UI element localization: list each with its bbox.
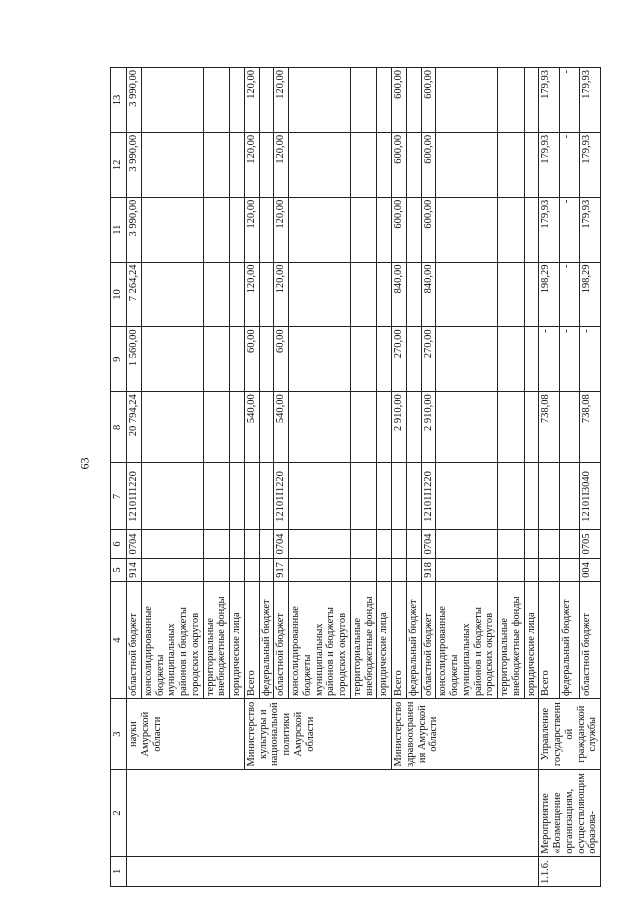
executor-cell: науки Амурской области — [127, 699, 245, 770]
value-cell — [377, 530, 392, 558]
value-cell — [524, 132, 539, 197]
value-cell — [203, 530, 230, 558]
value-cell: - — [559, 197, 580, 262]
value-cell: 120,00 — [244, 68, 259, 133]
row-number-cell — [127, 856, 539, 886]
value-cell — [259, 197, 274, 262]
header-cell: 5 — [111, 558, 127, 582]
value-cell: 179,93 — [580, 132, 601, 197]
value-cell — [498, 392, 525, 463]
value-cell — [539, 463, 560, 530]
value-cell: 20 794,24 — [127, 392, 142, 463]
funding-source-cell: консолидированные бюджеты муниципальных районов и бюджеты городских округов — [141, 582, 203, 699]
value-cell — [141, 558, 203, 582]
value-cell — [524, 197, 539, 262]
value-cell — [141, 262, 203, 327]
value-cell — [259, 132, 274, 197]
value-cell — [259, 262, 274, 327]
header-cell: 10 — [111, 262, 127, 327]
value-cell: 179,93 — [580, 197, 601, 262]
value-cell — [377, 463, 392, 530]
value-cell — [230, 558, 245, 582]
value-cell — [203, 463, 230, 530]
value-cell: 600,00 — [392, 197, 407, 262]
value-cell — [141, 392, 203, 463]
value-cell — [141, 68, 203, 133]
value-cell — [289, 132, 351, 197]
value-cell — [392, 558, 407, 582]
value-cell — [230, 132, 245, 197]
value-cell: 1 560,00 — [127, 327, 142, 392]
value-cell: 600,00 — [421, 132, 436, 197]
value-cell: 120,00 — [244, 197, 259, 262]
value-cell: 120,00 — [274, 132, 289, 197]
value-cell — [230, 392, 245, 463]
value-cell — [350, 558, 377, 582]
header-cell: 4 — [111, 582, 127, 699]
value-cell: 120,00 — [274, 68, 289, 133]
executor-cell: Министерство здравоохранения Амурской области — [392, 699, 539, 770]
funding-source-cell: юридические лица — [230, 582, 245, 699]
value-cell — [203, 558, 230, 582]
value-cell — [406, 463, 421, 530]
value-cell: 738,08 — [539, 392, 560, 463]
value-cell — [289, 558, 351, 582]
value-cell: 179,93 — [580, 68, 601, 133]
value-cell — [559, 392, 580, 463]
value-cell: - — [559, 327, 580, 392]
value-cell — [524, 68, 539, 133]
header-cell: 12 — [111, 132, 127, 197]
value-cell — [203, 262, 230, 327]
value-cell — [392, 530, 407, 558]
value-cell — [289, 327, 351, 392]
value-cell: 198,29 — [580, 262, 601, 327]
value-cell: - — [580, 327, 601, 392]
value-cell — [230, 530, 245, 558]
value-cell: 179,93 — [539, 132, 560, 197]
rotated-table-sheet — [110, 67, 599, 887]
value-cell — [498, 558, 525, 582]
value-cell — [539, 558, 560, 582]
page-number: 63 — [77, 457, 92, 470]
value-cell — [230, 197, 245, 262]
value-cell: 120,00 — [274, 197, 289, 262]
value-cell — [406, 327, 421, 392]
executor-cell: Министерство культуры и национальной политики Амурской области — [244, 699, 391, 770]
value-cell — [436, 530, 498, 558]
value-cell — [289, 68, 351, 133]
value-cell — [289, 262, 351, 327]
value-cell — [350, 262, 377, 327]
value-cell — [524, 558, 539, 582]
value-cell — [377, 558, 392, 582]
value-cell: 2 910,00 — [392, 392, 407, 463]
value-cell — [289, 197, 351, 262]
value-cell: 738,08 — [580, 392, 601, 463]
value-cell — [436, 463, 498, 530]
value-cell — [498, 132, 525, 197]
value-cell — [203, 327, 230, 392]
header-cell: 8 — [111, 392, 127, 463]
value-cell: - — [559, 132, 580, 197]
funding-source-cell: консолидированные бюджеты муниципальных районов и бюджеты городских округов — [289, 582, 351, 699]
value-cell — [350, 463, 377, 530]
value-cell — [350, 392, 377, 463]
funding-source-cell: областной бюджет — [421, 582, 436, 699]
value-cell: 917 — [274, 558, 289, 582]
funding-source-cell: областной бюджет — [580, 582, 601, 699]
value-cell: 0704 — [421, 530, 436, 558]
value-cell: 120,00 — [274, 262, 289, 327]
value-cell — [203, 392, 230, 463]
value-cell — [244, 463, 259, 530]
value-cell: 60,00 — [274, 327, 289, 392]
value-cell — [406, 558, 421, 582]
table-row — [127, 68, 142, 887]
header-row — [111, 68, 127, 887]
funding-source-cell: территориальные внебюджетные фонды — [203, 582, 230, 699]
header-cell: 11 — [111, 197, 127, 262]
value-cell — [377, 262, 392, 327]
value-cell: 60,00 — [244, 327, 259, 392]
measure-name-cell — [127, 770, 539, 856]
value-cell — [203, 68, 230, 133]
value-cell — [559, 558, 580, 582]
value-cell — [377, 132, 392, 197]
value-cell — [244, 530, 259, 558]
header-cell: 7 — [111, 463, 127, 530]
value-cell: 914 — [127, 558, 142, 582]
value-cell: 270,00 — [392, 327, 407, 392]
value-cell: 540,00 — [274, 392, 289, 463]
value-cell — [141, 197, 203, 262]
value-cell: - — [559, 68, 580, 133]
table-row — [244, 68, 259, 887]
funding-source-cell: юридические лица — [524, 582, 539, 699]
value-cell — [406, 392, 421, 463]
value-cell — [230, 327, 245, 392]
value-cell — [230, 262, 245, 327]
value-cell — [559, 463, 580, 530]
value-cell — [230, 463, 245, 530]
value-cell: 3 990,00 — [127, 68, 142, 133]
funding-source-cell: областной бюджет — [274, 582, 289, 699]
value-cell: 12101I1220 — [274, 463, 289, 530]
value-cell: 12101I1220 — [127, 463, 142, 530]
value-cell — [377, 392, 392, 463]
value-cell — [524, 392, 539, 463]
value-cell — [377, 197, 392, 262]
value-cell — [524, 530, 539, 558]
value-cell — [141, 132, 203, 197]
value-cell: 004 — [580, 558, 601, 582]
value-cell — [289, 392, 351, 463]
value-cell — [377, 68, 392, 133]
value-cell — [436, 132, 498, 197]
value-cell — [350, 327, 377, 392]
value-cell — [436, 327, 498, 392]
header-cell: 3 — [111, 699, 127, 770]
table-row — [392, 68, 407, 887]
value-cell — [141, 530, 203, 558]
value-cell: 0704 — [127, 530, 142, 558]
value-cell — [259, 327, 274, 392]
funding-source-cell: территориальные внебюджетные фонды — [350, 582, 377, 699]
funding-source-cell: Всего — [539, 582, 560, 699]
value-cell: 600,00 — [421, 68, 436, 133]
value-cell — [244, 558, 259, 582]
value-cell — [559, 530, 580, 558]
funding-source-cell: территориальные внебюджетные фонды — [498, 582, 525, 699]
value-cell — [406, 197, 421, 262]
value-cell — [141, 463, 203, 530]
header-cell: 13 — [111, 68, 127, 133]
value-cell — [524, 262, 539, 327]
funding-source-cell: федеральный бюджет — [259, 582, 274, 699]
table-row — [539, 68, 560, 887]
value-cell — [498, 530, 525, 558]
value-cell — [377, 327, 392, 392]
value-cell: 270,00 — [421, 327, 436, 392]
value-cell — [350, 68, 377, 133]
value-cell — [289, 530, 351, 558]
value-cell — [392, 463, 407, 530]
value-cell — [350, 132, 377, 197]
value-cell — [350, 197, 377, 262]
value-cell: 840,00 — [392, 262, 407, 327]
value-cell — [406, 530, 421, 558]
value-cell — [259, 558, 274, 582]
value-cell — [498, 197, 525, 262]
budget-table — [110, 67, 601, 887]
funding-source-cell: Всего — [244, 582, 259, 699]
value-cell — [436, 392, 498, 463]
row-number-cell: 1.1.6. — [539, 856, 601, 886]
value-cell — [350, 530, 377, 558]
value-cell: 7 264,24 — [127, 262, 142, 327]
value-cell: 600,00 — [392, 132, 407, 197]
value-cell — [289, 463, 351, 530]
funding-source-cell: Всего — [392, 582, 407, 699]
value-cell: 840,00 — [421, 262, 436, 327]
value-cell — [406, 68, 421, 133]
value-cell: 120,00 — [244, 132, 259, 197]
funding-source-cell: федеральный бюджет — [559, 582, 580, 699]
value-cell: 918 — [421, 558, 436, 582]
value-cell: 12101I1220 — [421, 463, 436, 530]
header-cell: 2 — [111, 770, 127, 856]
value-cell — [498, 327, 525, 392]
value-cell — [203, 132, 230, 197]
value-cell — [498, 262, 525, 327]
value-cell — [259, 392, 274, 463]
value-cell: 600,00 — [421, 197, 436, 262]
funding-source-cell: областной бюджет — [127, 582, 142, 699]
value-cell: 179,93 — [539, 197, 560, 262]
value-cell: 198,29 — [539, 262, 560, 327]
funding-source-cell: юридические лица — [377, 582, 392, 699]
value-cell — [524, 463, 539, 530]
measure-name-cell: Мероприятие «Возмещение организациям, осуществляющим образова- — [539, 770, 601, 856]
value-cell: - — [539, 327, 560, 392]
value-cell: 600,00 — [392, 68, 407, 133]
executor-cell: Управление государственной гражданской службы — [539, 699, 601, 770]
value-cell: 3 990,00 — [127, 132, 142, 197]
value-cell: 179,93 — [539, 68, 560, 133]
value-cell — [498, 68, 525, 133]
header-cell: 1 — [111, 856, 127, 886]
value-cell — [259, 68, 274, 133]
value-cell — [203, 197, 230, 262]
value-cell — [436, 68, 498, 133]
value-cell — [498, 463, 525, 530]
value-cell: 540,00 — [244, 392, 259, 463]
funding-source-cell: консолидированные бюджеты муниципальных районов и бюджеты городских округов — [436, 582, 498, 699]
value-cell — [436, 558, 498, 582]
value-cell: - — [559, 262, 580, 327]
value-cell: 0704 — [274, 530, 289, 558]
header-cell: 9 — [111, 327, 127, 392]
value-cell: 120,00 — [244, 262, 259, 327]
value-cell — [539, 530, 560, 558]
header-cell: 6 — [111, 530, 127, 558]
value-cell: 3 990,00 — [127, 197, 142, 262]
value-cell — [436, 197, 498, 262]
value-cell — [141, 327, 203, 392]
value-cell — [406, 262, 421, 327]
value-cell — [406, 132, 421, 197]
value-cell — [259, 463, 274, 530]
value-cell — [524, 327, 539, 392]
value-cell — [259, 530, 274, 558]
value-cell — [230, 68, 245, 133]
value-cell: 0705 — [580, 530, 601, 558]
value-cell: 12101I3040 — [580, 463, 601, 530]
value-cell: 2 910,00 — [421, 392, 436, 463]
funding-source-cell: федеральный бюджет — [406, 582, 421, 699]
value-cell — [436, 262, 498, 327]
